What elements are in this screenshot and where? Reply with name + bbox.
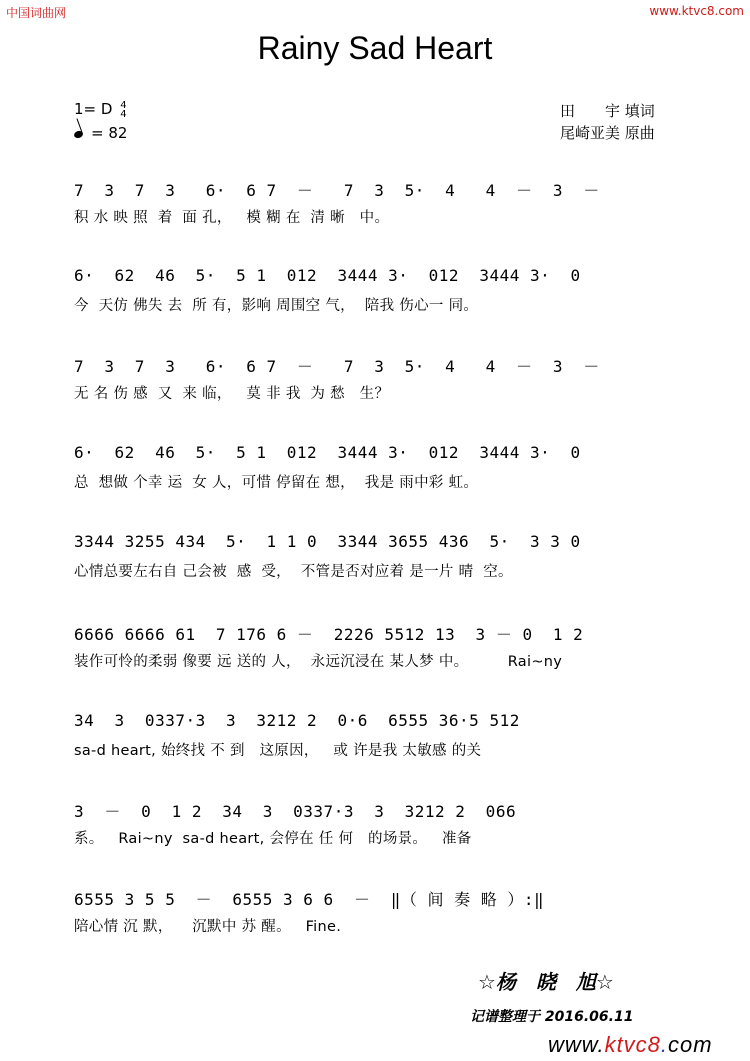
watermark-brand: ktvc8 — [604, 1032, 661, 1057]
credit-lyrics: 田 宇 填词 — [560, 102, 655, 120]
lyrics-row-9: 陪心情 沉 默， 沉默中 苏 醒。 Fine. — [74, 919, 342, 935]
notes-row-2: 6· 62 46 5· 5 1 012 3444 3· 012 3444 3· 0 — [74, 266, 581, 285]
time-top: 4 — [120, 99, 127, 111]
credits — [560, 100, 655, 144]
notes-row-7: 34 3 0337·3 3 3212 2 0·6 6555 36·5 512 — [74, 711, 520, 730]
watermark-com: com — [668, 1032, 713, 1057]
time-signature — [120, 101, 126, 119]
tempo-marking — [74, 124, 127, 142]
site-url-right: www.ktvc8.com — [649, 4, 744, 18]
watermark-www: www. — [548, 1032, 605, 1057]
notes-row-3: 7 3 7 3 6· 6 7 － 7 3 5· 4 4 － 3 － — [74, 357, 600, 376]
key-signature — [74, 100, 127, 119]
lyrics-row-3: 无 名 伤 感 又 来 临， 莫 非 我 为 愁 生？ — [74, 386, 390, 402]
tempo-value: = 82 — [91, 124, 128, 142]
lyrics-row-5: 心情总要左右自 己会被 感 受， 不管是否对应着 是一片 晴 空。 — [74, 564, 513, 580]
quarter-note-icon — [73, 130, 84, 140]
watermark-url — [548, 1032, 713, 1058]
lyrics-row-7: sa-d heart, 始终找 不 到 这原因， 或 许是我 太敏感 的关 — [74, 743, 482, 759]
notes-row-9: 6555 3 5 5 － 6555 3 6 6 － ‖（ 间 奏 略 ）:‖ — [74, 890, 545, 909]
song-title: Rainy Sad Heart — [257, 30, 493, 66]
signature-date: 记谱整理于 2016.06.11 — [470, 1009, 634, 1025]
watermark-dot: . — [660, 1032, 669, 1057]
notes-row-4: 6· 62 46 5· 5 1 012 3444 3· 012 3444 3· 0 — [74, 443, 581, 462]
notes-row-8: 3 － 0 1 2 34 3 0337·3 3 3212 2 066 — [74, 802, 517, 821]
key-label: 1= D — [74, 100, 113, 118]
notes-row-6: 6666 6666 61 7 176 6 － 2226 5512 13 3 － 0 1 2 — [74, 625, 584, 644]
lyrics-row-1: 积 水 映 照 着 面 孔， 模 糊 在 清 晰 中。 — [74, 210, 390, 226]
notes-row-1: 7 3 7 3 6· 6 7 － 7 3 5· 4 4 － 3 － — [74, 181, 600, 200]
time-bottom: 4 — [120, 108, 127, 120]
notes-row-5: 3344 3255 434 5· 1 1 0 3344 3655 436 5· 3 3 0 — [74, 532, 581, 551]
credit-music: 尾崎亚美 原曲 — [560, 124, 655, 142]
lyrics-row-6: 装作可怜的柔弱 像要 远 送的 人， 永远沉浸在 某人梦 中。 Rai~ny — [74, 654, 563, 670]
lyrics-row-8: 系。 Rai~ny sa-d heart, 会停在 任 何 的场景。 准备 — [74, 831, 472, 847]
lyrics-row-2: 今 天仿 佛失 去 所 有，影响 周围空 气， 陪我 伤心一 同。 — [74, 298, 479, 314]
site-name-left: 中国词曲网 — [6, 6, 67, 20]
signature-name: ☆杨 晓 旭☆ — [478, 970, 614, 994]
lyrics-row-4: 总 想做 个幸 运 女 人，可惜 停留在 想， 我是 雨中彩 虹。 — [74, 475, 479, 491]
